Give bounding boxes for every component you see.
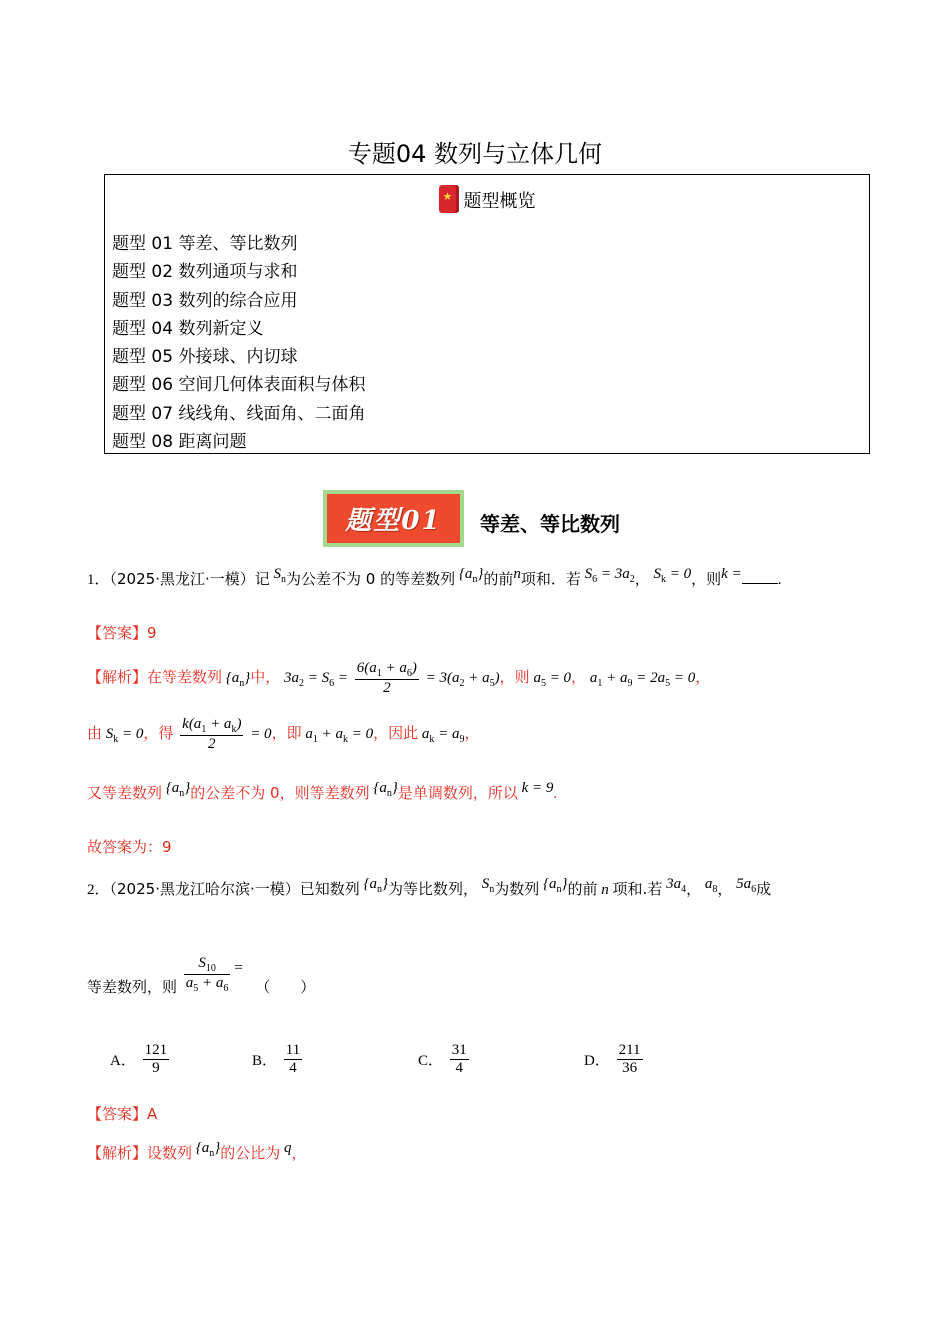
overview-item: 题型 05 外接球、内切球 xyxy=(112,347,298,368)
q1-stem: 1．（2025·黑龙江·一模）记 $S_n$为公差不为 0 的等差数列 $\{a_n\}$的前n项和．若 $S_6 = 3a_2$， $S_k = 0$，则k = . xyxy=(87,566,782,588)
q1-text: 记 xyxy=(254,570,270,588)
option-label: C． xyxy=(418,1053,444,1069)
q1-text: 是单调数列，所以 xyxy=(397,784,518,802)
q1-text: ，则 xyxy=(499,667,530,686)
overview-item: 题型 07 线线角、线面角、二面角 xyxy=(112,403,366,424)
q2-text: 项和.若 xyxy=(612,880,663,898)
option-denominator: 9 xyxy=(152,1060,160,1076)
overview-item: 题型 08 距离问题 xyxy=(112,432,247,453)
overview-heading-text: 题型概览 xyxy=(463,191,536,212)
q1-text: 的公差不为 0，则等差数列 xyxy=(190,784,370,802)
q2-text: 为等比数列， xyxy=(388,880,479,898)
q1-text: 在等差数列 xyxy=(147,667,223,686)
q1-text: 的前 xyxy=(483,570,514,588)
overview-item: 题型 03 数列的综合应用 xyxy=(112,290,298,311)
page-title: 专题04 数列与立体几何 xyxy=(347,140,603,168)
q1-analysis-line3: 又等差数列 $\{a_n\}$的公差不为 0，则等差数列 $\{a_n\}$是单调数列，所以 k = 9. xyxy=(87,780,558,802)
q1-text: 为公差不为 0 的等差数列 xyxy=(286,570,456,588)
q1-text: ，得 xyxy=(143,723,174,742)
analysis-label: 【解析】 xyxy=(87,1144,148,1162)
q2-text: 为数列 xyxy=(494,880,540,898)
section-badge xyxy=(323,490,464,547)
q2-text: 的公比为 xyxy=(220,1144,281,1162)
q2-text: 设数列 xyxy=(147,1144,193,1162)
option-label: A． xyxy=(110,1053,136,1069)
option-denominator: 36 xyxy=(622,1060,638,1076)
q1-final: 故答案为：9 xyxy=(87,838,172,856)
q1-text: 又等差数列 xyxy=(87,784,163,802)
q1-text: 由 xyxy=(87,723,103,742)
q2-text: 成 xyxy=(756,880,772,898)
overview-box xyxy=(104,174,870,454)
q2-text: （ ） xyxy=(255,977,316,996)
q2-answer: 【答案】A xyxy=(87,1105,158,1123)
overview-list xyxy=(112,230,365,456)
q1-answer: 【答案】9 xyxy=(87,624,157,642)
q1-text: 中， xyxy=(250,667,281,686)
option-numerator: 211 xyxy=(618,1042,641,1058)
q2-stem: 2．（2025·黑龙江哈尔滨·一模）已知数列 $\{a_n\}$为等比数列， $S_n$为数列 $\{a_n\}$的前 n 项和.若 $3a_4$， $a_8$， $5a_6$成 xyxy=(87,876,772,898)
q1-text: ，因此 xyxy=(373,723,419,742)
option-b[interactable] xyxy=(252,1042,305,1077)
overview-item: 题型 04 数列新定义 xyxy=(112,318,264,339)
option-label: B． xyxy=(252,1053,278,1069)
q2-analysis: 【解析】设数列 $\{a_n\}$的公比为 q， xyxy=(87,1140,307,1162)
answer-blank xyxy=(742,571,778,584)
section-badge-text: 题型01 xyxy=(327,494,460,543)
analysis-label: 【解析】 xyxy=(87,667,148,686)
overview-heading xyxy=(105,185,869,213)
q2-text: 等差数列，则 xyxy=(87,977,178,996)
option-numerator: 121 xyxy=(144,1042,168,1058)
q2-stem-cont: 等差数列，则 $\frac{S_{10}}{a_5 + a_6}$ = （ ） xyxy=(87,955,316,996)
option-a[interactable] xyxy=(110,1042,172,1077)
q1-text: 项和．若 xyxy=(520,570,581,588)
q1-analysis-line1: 【解析】在等差数列 $\{a_n\}$中， $3a_2 = S_6$ = $\frac{6(a_1 + a_6)}{2}$ = $3(a_2 + a_5)$，则 $a_5 = 0$， $a_1 + a_9 = 2a_5 = 0$， xyxy=(87,660,711,696)
q1-text: ，则 xyxy=(691,570,722,588)
q1-source: （2025·黑龙江·一模） xyxy=(109,570,255,588)
option-numerator: 11 xyxy=(285,1042,301,1058)
overview-item: 题型 01 等差、等比数列 xyxy=(112,234,298,254)
q2-text: 的前 xyxy=(567,880,598,898)
q1-text: ，即 xyxy=(271,723,302,742)
option-denominator: 4 xyxy=(289,1060,297,1076)
overview-item: 题型 02 数列通项与求和 xyxy=(112,262,298,283)
option-label: D． xyxy=(584,1053,610,1069)
q1-number: 1． xyxy=(87,572,110,588)
section-heading: 等差、等比数列 xyxy=(480,512,620,536)
book-icon xyxy=(439,185,459,213)
q1-analysis-line2: 由 $S_k = 0$，得 $\frac{k(a_1 + a_k)}{2}$ = 0，即 $a_1 + a_k = 0$，因此 $a_k = a_9$， xyxy=(87,716,480,752)
option-denominator: 4 xyxy=(455,1060,464,1076)
option-numerator: 31 xyxy=(451,1042,467,1058)
q2-source: （2025·黑龙江哈尔滨·一模） xyxy=(109,880,300,898)
overview-item: 题型 06 空间几何体表面积与体积 xyxy=(112,375,366,396)
q2-number: 2． xyxy=(87,882,110,898)
option-c[interactable] xyxy=(418,1042,472,1077)
option-d[interactable] xyxy=(584,1042,646,1077)
q2-text: 已知数列 xyxy=(299,880,360,898)
